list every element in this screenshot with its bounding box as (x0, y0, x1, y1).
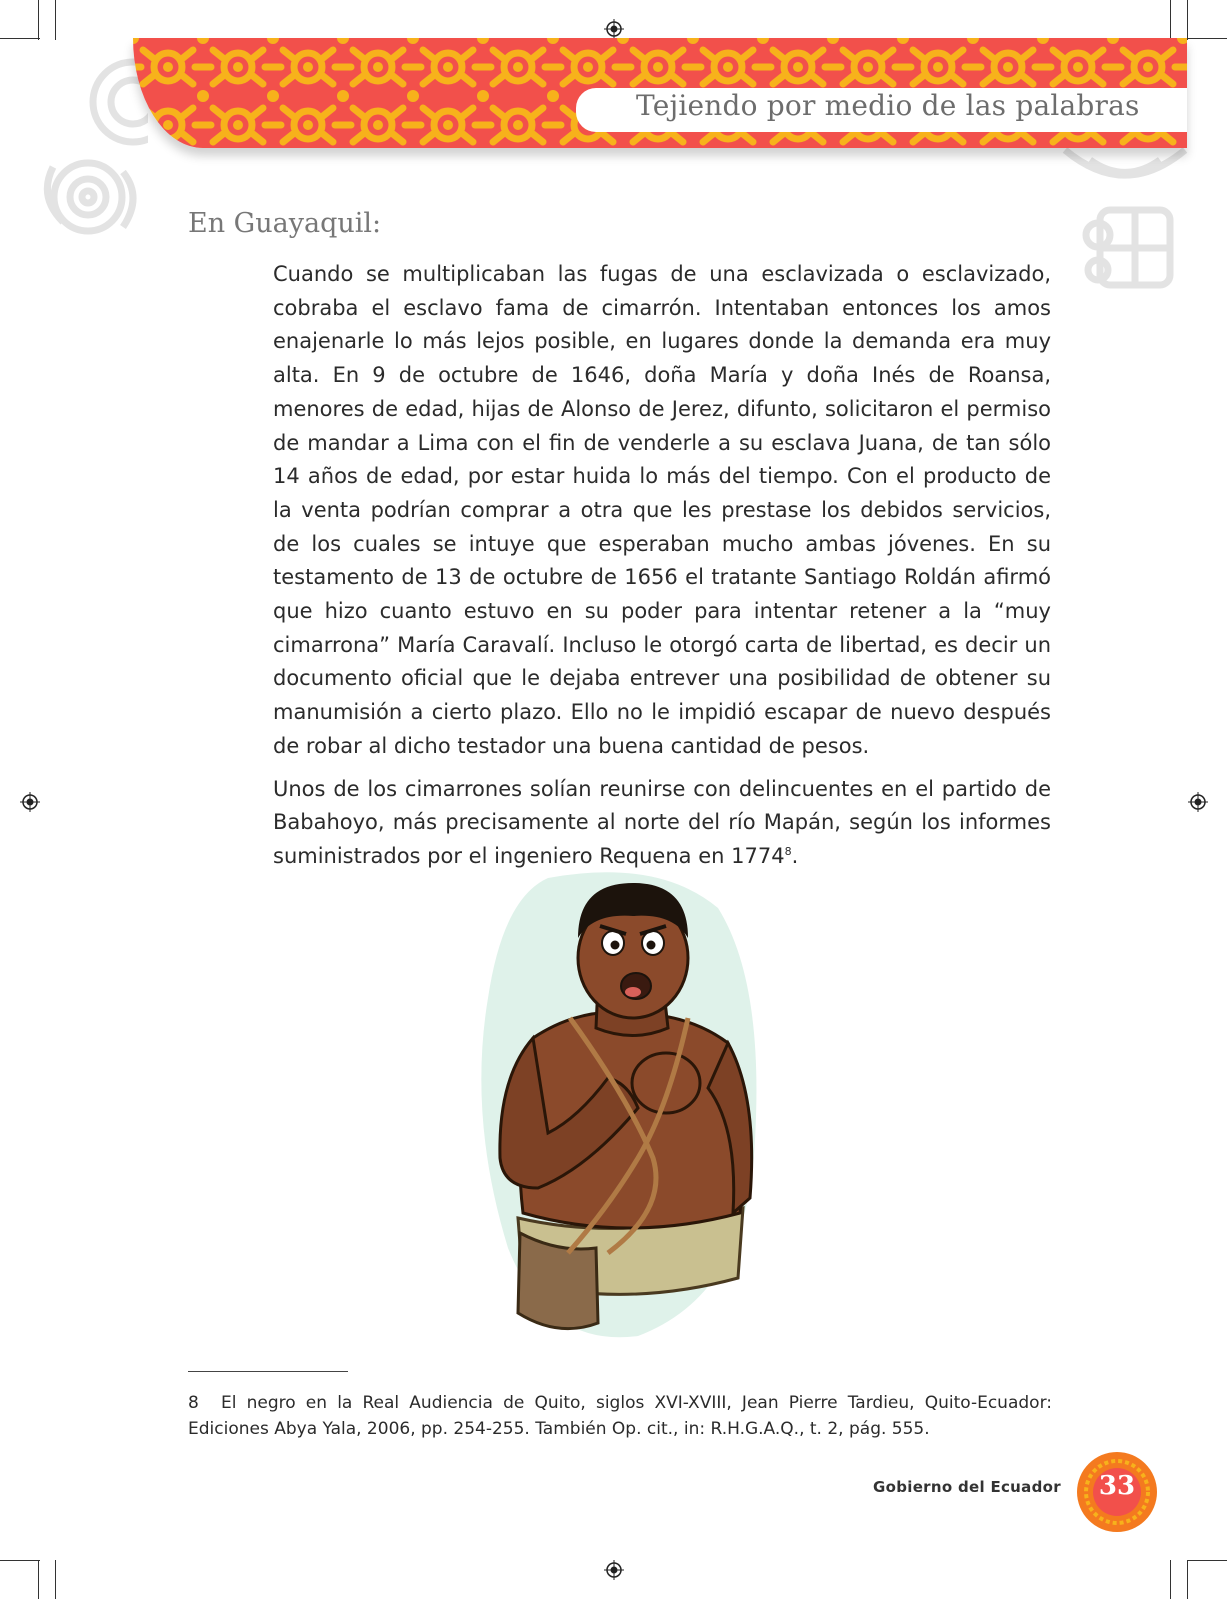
registration-mark-icon (604, 19, 624, 39)
decorative-swirl-icon (1060, 140, 1190, 300)
cimarron-illustration (478, 868, 768, 1348)
footnote-reference[interactable]: 8 (784, 844, 792, 858)
page-number: 33 (1098, 1471, 1136, 1501)
body-paragraph-text: Unos de los cimarrones solían reunirse con delincuentes en el partido de Babahoyo, más precisamente al norte del río Mapán, según los informes suministrados por el ingeniero Requena en 1774 (273, 776, 1051, 868)
publisher-label: Gobierno del Ecuador (873, 1478, 1061, 1496)
decorative-swirl-icon (38, 42, 148, 252)
crop-mark (1170, 1560, 1171, 1599)
crop-mark (1170, 0, 1171, 40)
body-text (273, 258, 1051, 883)
footnote-rule (188, 1371, 348, 1372)
crop-mark (1187, 0, 1188, 40)
page-header-title: Tejiendo por medio de las palabras (636, 89, 1140, 122)
crop-mark (38, 1560, 39, 1599)
section-heading: En Guayaquil: (188, 208, 382, 239)
footnote-text: El negro en la Real Audiencia de Quito, siglos XVI-XVIII, Jean Pierre Tardieu, Quito-Ecuador: Ediciones Abya Yala, 2006, pp. 254-255. También Op. cit., in: R.H.G.A.Q., t. 2, pág. 555. (188, 1393, 1052, 1439)
crop-mark (1187, 38, 1227, 39)
footnote (188, 1390, 1052, 1442)
crop-mark (1187, 1560, 1188, 1599)
body-paragraph-end: . (791, 843, 799, 868)
crop-mark (0, 1560, 40, 1561)
crop-mark (55, 1560, 56, 1599)
crop-mark (0, 38, 40, 39)
registration-mark-icon (1188, 792, 1208, 812)
body-paragraph: Cuando se multiplicaban las fugas de una esclavizada o esclavizado, cobraba el esclavo fama de cimarrón. Intentaban entonces los amos enajenarle lo más lejos posible, en lugares donde la demanda era muy alta. En 9 de octubre de 1646, doña María y doña Inés de Roansa, menores de edad, hijas de Alonso de Jerez, difunto, solicitaron el permiso de mandar a Lima con el fin de venderle a su esclava Juana, de tan sólo 14 años de edad, por estar huida lo más del tiempo. Con el producto de la venta podrían comprar a otra que les prestase los debidos servicios, de los cuales se intuye que esperaban mucho ambas jóvenes. En su testamento de 13 de octubre de 1656 el tratante Santiago Roldán afirmó que hizo cuanto estuvo en su poder para intentar retener a la “muy cimarrona” María Caravalí. Incluso le otorgó carta de libertad, es decir un documento oficial que le dejaba entrever una posibilidad de obtener su manumisión a cierto plazo. Ello no le impidió escapar de nuevo después de robar al dicho testador una buena cantidad de pesos. (273, 262, 1051, 758)
footnote-number: 8 (188, 1393, 199, 1413)
registration-mark-icon (604, 1560, 624, 1580)
crop-mark (1187, 1560, 1227, 1561)
registration-mark-icon (20, 792, 40, 812)
body-paragraph (273, 773, 1051, 874)
crop-mark (55, 0, 56, 40)
crop-mark (38, 0, 39, 40)
